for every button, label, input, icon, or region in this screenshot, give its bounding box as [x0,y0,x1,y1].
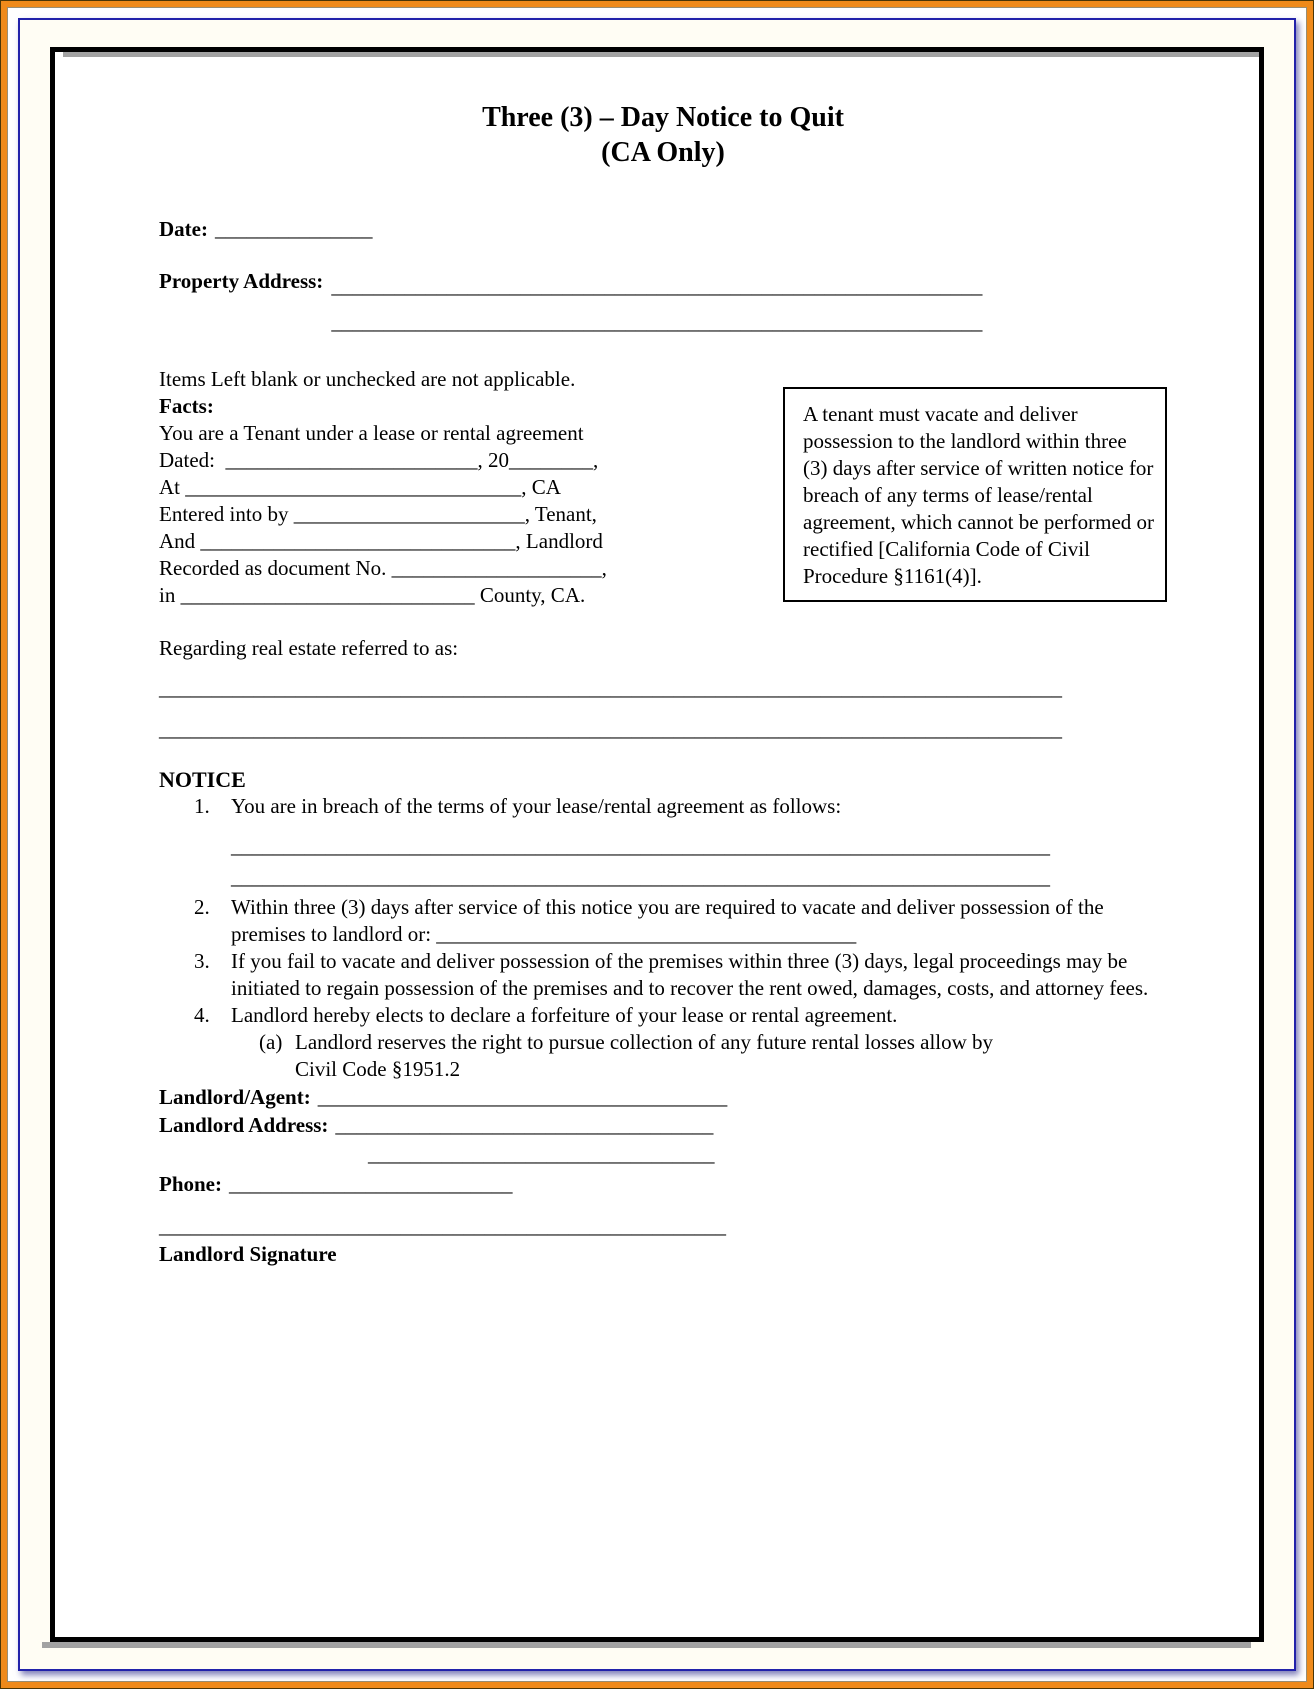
phone-label: Phone: [159,1172,222,1196]
facts-column [159,393,724,609]
notice-item-4-text: Landlord hereby elects to declare a forfeiture of your lease or rental agreement. [231,1003,898,1027]
facts-line: in ____________________________ County, CA. [159,583,586,607]
notice-item-4a-continuation: Civil Code §1951.2 [295,1057,461,1081]
phone-row [159,1170,1167,1198]
landlord-address-blank-line-2: _________________________________ [368,1142,715,1166]
facts-label: Facts: [159,394,214,418]
landlord-address-label: Landlord Address: [159,1113,329,1137]
facts-line: At ________________________________, CA [159,475,561,499]
notice-item-1-blank-line-2: ______________________________________________________________________________ [231,865,1050,889]
notice-item-2 [159,894,1153,948]
regarding-label: Regarding real estate referred to as: [159,636,459,660]
applicability-note: Items Left blank or unchecked are not applicable. [159,367,576,391]
notice-item-1-blank-line-1: ______________________________________________________________________________ [231,834,1050,858]
notice-item-1-number: 1. [194,794,210,818]
date-row [159,216,1167,243]
notice-heading: NOTICE [159,767,246,792]
blue-frame [18,18,1296,1671]
statute-callout-text: A tenant must vacate and deliver possession to the landlord within three (3) days after service of written notice for breach of any terms of lease/rental agreement, which cannot be performed or rectified [California Code of Civil Procedure §1161(4)]. [803,402,1155,588]
landlord-address-blank-line-1: ____________________________________ [335,1113,714,1137]
property-address-blanks [331,268,982,340]
facts-line: Recorded as document No. ____________________, [159,556,607,580]
regarding-blank-line-2: ______________________________________________________________________________________ [159,717,1062,741]
property-address-row [159,268,1167,340]
landlord-agent-row [159,1083,1167,1111]
notice-item-2-number: 2. [194,895,210,919]
property-address-blank-line-2: ______________________________________________________________ [331,310,983,334]
notice-item-1 [159,793,1153,820]
landlord-agent-label: Landlord/Agent: [159,1085,311,1109]
document-page [50,47,1264,1642]
date-blank-line: _______________ [214,217,373,241]
orange-frame [1,1,1313,1688]
facts-line: Dated: ________________________, 20________, [159,448,599,472]
facts-line: You are a Tenant under a lease or rental agreement [159,421,584,445]
landlord-address-row [159,1111,1167,1139]
notice-item-4a-marker: (a) [259,1030,283,1054]
regarding-blank-line-1: ______________________________________________________________________________________ [159,676,1062,700]
notice-item-3-number: 3. [194,949,210,973]
notice-item-1-text: You are in breach of the terms of your lease/rental agreement as follows: [231,794,842,818]
landlord-agent-blank-line: _______________________________________ [317,1085,728,1109]
notice-item-3 [159,948,1153,1002]
property-address-label: Property Address: [159,269,324,293]
notice-item-4 [159,1002,1153,1029]
phone-blank-line: ___________________________ [229,1172,513,1196]
notice-item-4-number: 4. [194,1003,210,1027]
document-title: Three (3) – Day Notice to Quit [482,102,844,133]
document-subtitle: (CA Only) [601,137,725,168]
property-address-blank-line-1: ______________________________________________________________ [331,274,983,298]
date-label: Date: [159,217,208,241]
notice-item-3-text: If you fail to vacate and deliver possession of the premises within three (3) days, legal proceedings may be initiated to regain possession of the premises and to recover the rent owed, damages, costs, and attorney fees. [231,949,1149,1000]
facts-line: And ______________________________, Landlord [159,529,603,553]
notice-item-4a-text: Landlord reserves the right to pursue collection of any future rental losses allow by [295,1030,994,1054]
signature-label: Landlord Signature [159,1242,337,1266]
signature-blank-line: ______________________________________________________ [159,1214,726,1238]
statute-callout-box [783,387,1167,602]
notice-item-4a [159,1029,1167,1056]
notice-item-2-text: Within three (3) days after service of this notice you are required to vacate and deliver possession of the premises to landlord or: ________________________________________ [231,895,1104,946]
facts-line: Entered into by ______________________, Tenant, [159,502,597,526]
facts-section [159,393,1167,609]
